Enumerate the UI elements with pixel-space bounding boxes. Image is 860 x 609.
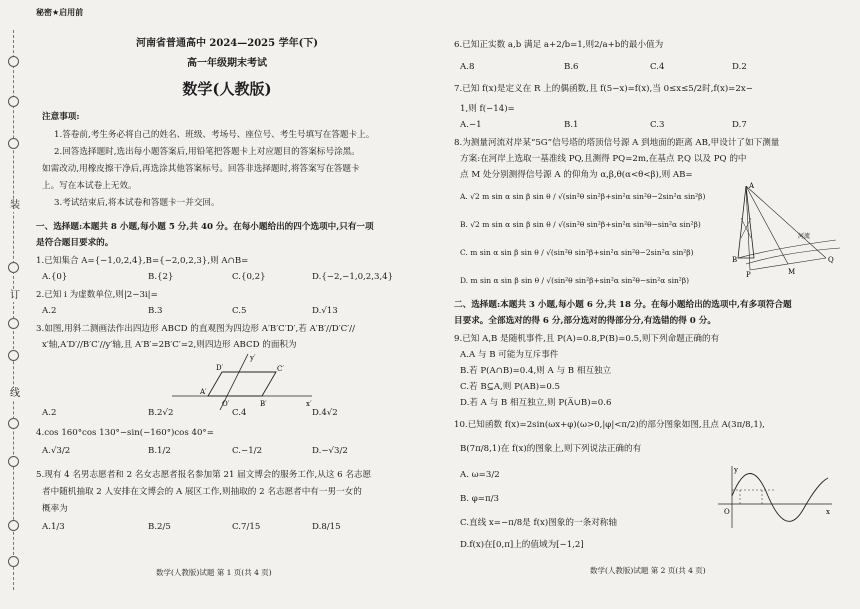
q7-option-b: B.1 xyxy=(564,120,579,130)
binding-hole xyxy=(8,318,19,329)
binding-hole xyxy=(8,556,19,567)
q6-option-a: A.8 xyxy=(460,62,475,72)
note-line: 如需改动,用橡皮擦干净后,再选涂其他答案标号。回答非选择题时,将答案写在答题卡 xyxy=(42,164,360,174)
fig-label-y: y′ xyxy=(250,354,256,362)
q3-parallelogram-figure xyxy=(168,350,318,414)
question-6: 6.已知正实数 a,b 满足 a+2/b=1,则2/a+b的最小值为 xyxy=(454,40,664,50)
q9-option-a: A.A 与 B 可能为互斥事件 xyxy=(460,350,559,360)
q8-option-d: D. m sin α sin β sin θ / √(sin²θ sin²β+sin²α sin²θ−sin²α sin²β) xyxy=(460,276,690,285)
question-3: 3.如图,用斜二测画法作出四边形 ABCD 的直观图为四边形 A′B′C′D′,若 A′B′//D′C′// xyxy=(36,324,355,334)
q3-option-b: B.2√2 xyxy=(148,408,174,418)
parallelogram-shape xyxy=(208,372,276,396)
q1-option-c: C.{0,2} xyxy=(232,272,266,282)
sight-line xyxy=(746,186,750,270)
notes-title: 注意事项: xyxy=(42,112,80,122)
page-2 xyxy=(454,0,846,609)
fig-label-c: C′ xyxy=(277,365,284,373)
subject-title: 数学(人教版) xyxy=(182,80,272,98)
q8-option-a: A. √2 m sin α sin β sin θ / √(sin²θ sin²β+sin²α sin²θ−2sin²α sin²β) xyxy=(460,192,706,201)
q2-option-b: B.3 xyxy=(148,306,163,316)
fig-label-p: P xyxy=(746,271,751,278)
q7-option-a: A.−1 xyxy=(460,120,482,130)
fig-label-a: A′ xyxy=(200,388,207,396)
q4-option-d: D.−√3/2 xyxy=(312,446,348,456)
q3-option-a: A.2 xyxy=(42,408,57,418)
graph-label-y: y xyxy=(734,466,738,474)
q6-option-b: B.6 xyxy=(564,62,579,72)
note-line: 2.回答选择题时,选出每小题答案后,用铅笔把答题卡上对应题目的答案标号涂黑。 xyxy=(54,147,360,157)
sight-line xyxy=(746,186,788,264)
river-bank-line xyxy=(746,248,840,264)
q6-option-c: C.4 xyxy=(650,62,665,72)
binding-char: 线 xyxy=(10,388,20,399)
exam-title: 河南省普通高中 2024—2025 学年(下) xyxy=(135,38,319,49)
q7-option-d: D.7 xyxy=(732,120,747,130)
question-7-cont: 1,则 f(−14)= xyxy=(460,104,515,114)
question-9: 9.已知 A,B 是随机事件,且 P(A)=0.8,P(B)=0.5,则下列命题正确的有 xyxy=(454,334,720,344)
section-2-heading-cont: 目要求。全部选对的得 6 分,部分选对的得部分分,有选错的得 0 分。 xyxy=(454,316,716,326)
q10-option-b: B. φ=π/3 xyxy=(460,494,500,504)
binding-char: 装 xyxy=(10,200,20,211)
q3-option-c: C.4 xyxy=(232,408,247,418)
q9-option-b: B.若 P(A∩B)=0.4,则 A 与 B 相互独立 xyxy=(460,366,612,376)
binding-hole xyxy=(8,56,19,67)
binding-hole xyxy=(8,520,19,531)
q6-option-d: D.2 xyxy=(732,62,747,72)
q4-option-c: C.−1/2 xyxy=(232,446,263,456)
binding-margin xyxy=(0,0,30,609)
q9-option-c: C.若 B⊆A,则 P(AB)=0.5 xyxy=(460,382,560,392)
binding-char: 订 xyxy=(10,290,20,301)
page-1 xyxy=(36,0,418,609)
q2-option-d: D.√13 xyxy=(312,306,338,316)
sine-curve xyxy=(732,474,828,522)
q8-signal-tower-figure xyxy=(716,178,846,278)
graph-label-o: O xyxy=(724,508,730,516)
q1-option-a: A.{0} xyxy=(42,272,68,282)
question-4: 4.cos 160°cos 130°−sin(−160°)cos 40°= xyxy=(36,428,214,438)
note-line: 3.考试结束后,将本试卷和答题卡一并交回。 xyxy=(54,198,220,208)
note-line: 上。写在本试卷上无效。 xyxy=(42,181,137,191)
q2-option-a: A.2 xyxy=(42,306,57,316)
q10-option-a: A. ω=3/2 xyxy=(460,470,500,480)
q3-option-d: D.4√2 xyxy=(312,408,338,418)
q5-option-d: D.8/15 xyxy=(312,522,341,532)
graph-label-x: x xyxy=(826,508,830,516)
q10-sine-graph xyxy=(716,464,834,530)
q2-option-c: C.5 xyxy=(232,306,247,316)
fig-label-d: D′ xyxy=(216,364,224,372)
question-5-cont: 概率为 xyxy=(42,504,68,514)
q10-option-c: C.直线 x=−π/8是 f(x)图象的一条对称轴 xyxy=(460,518,617,528)
exam-subtitle: 高一年级期末考试 xyxy=(187,58,267,69)
binding-hole xyxy=(8,262,19,273)
note-line: 1.答卷前,考生务必将自己的姓名、班级、考场号、座位号、考生号填写在答题卡上。 xyxy=(54,130,375,140)
q1-option-d: D.{−2,−1,0,2,3,4} xyxy=(312,272,394,282)
fig-label-m: M xyxy=(788,268,796,276)
fig-label-x: x′ xyxy=(306,400,312,408)
q9-option-d: D.若 A 与 B 相互独立,则 P(A̅∪B)=0.6 xyxy=(460,398,612,408)
q8-option-b: B. √2 m sin α sin β sin θ / √(sin²θ sin²β+sin²α sin²θ−sin²α sin²β) xyxy=(460,220,701,229)
q5-option-c: C.7/15 xyxy=(232,522,261,532)
q4-option-b: B.1/2 xyxy=(148,446,171,456)
binding-hole xyxy=(8,350,19,361)
section-1-heading-cont: 是符合题目要求的。 xyxy=(36,238,114,248)
question-5: 5.现有 4 名男志愿者和 2 名女志愿者报名参加第 21 届文博会的服务工作,从这 6 名志愿 xyxy=(36,470,372,480)
q5-option-b: B.2/5 xyxy=(148,522,171,532)
fig-label-o: O′ xyxy=(222,400,230,408)
binding-hole xyxy=(8,96,19,107)
sight-line xyxy=(746,186,826,258)
question-10: 10.已知函数 f(x)=2sin(ωx+φ)(ω>0,|φ|<π/2)的部分图象如图,且点 A(3π/8,1), xyxy=(454,420,765,430)
question-8-cont: 方案:在河岸上选取一基准线 PQ,且测得 PQ=2m,在基点 P,Q 以及 PQ 的中 xyxy=(460,154,747,164)
fig-label-a: A xyxy=(749,182,755,190)
binding-hole xyxy=(8,418,19,429)
page-footer: 数学(人教版)试题 第 2 页(共 4 页) xyxy=(590,566,706,575)
binding-hole xyxy=(8,138,19,149)
fig-label-q: Q xyxy=(828,256,834,264)
q7-option-c: C.3 xyxy=(650,120,665,130)
fig-label-b: B′ xyxy=(260,400,267,408)
question-10-cont: B(7π/8,1)在 f(x)的图象上,则下列说法正确的有 xyxy=(460,444,642,454)
q4-option-a: A.√3/2 xyxy=(42,446,71,456)
fig-label-river: 河流 xyxy=(798,233,811,240)
fig-label-b: B xyxy=(732,256,738,264)
secret-label: 秘密★启用前 xyxy=(36,8,84,17)
q1-option-b: B.{2} xyxy=(148,272,174,282)
question-3-cont: x′轴,A′D′//B′C′//y′轴,且 A′B′=2B′C′=2,则四边形 ABCD 的面积为 xyxy=(42,340,297,350)
question-7: 7.已知 f(x)是定义在 R 上的偶函数,且 f(5−x)=f(x),当 0≤x≤5/2时,f(x)=2x− xyxy=(454,84,753,94)
section-1-heading: 一、选择题:本题共 8 小题,每小题 5 分,共 40 分。在每小题给出的四个选项中,只有一项 xyxy=(36,222,374,232)
section-2-heading: 二、选择题:本题共 3 小题,每小题 6 分,共 18 分。在每小题给出的选项中,有多项符合题 xyxy=(454,300,792,310)
question-1: 1.已知集合 A={−1,0,2,4},B={−2,0,2,3},则 A∩B= xyxy=(36,256,249,266)
binding-line xyxy=(13,30,14,590)
question-8-cont: 点 M 处分别测得信号源 A 的仰角为 α,β,θ(α<θ<β),则 AB= xyxy=(460,170,693,180)
question-8: 8.为测量河流对岸某“5G”信号塔的塔顶信号源 A 到地面的距离 AB,甲设计了如下测量 xyxy=(454,138,780,148)
binding-hole xyxy=(8,456,19,467)
q5-option-a: A.1/3 xyxy=(42,522,65,532)
q10-option-d: D.f(x)在[0,π]上的值域为[−1,2] xyxy=(460,540,584,550)
q8-option-c: C. m sin α sin β sin θ / √(sin²θ sin²β+sin²α sin²θ−2sin²α sin²β) xyxy=(460,248,694,257)
question-2: 2.已知 i 为虚数单位,则|2−3i|= xyxy=(36,290,158,300)
page-footer: 数学(人教版)试题 第 1 页(共 4 页) xyxy=(156,568,272,577)
question-5-cont: 者中随机抽取 2 人安排在文博会的 A 展区工作,则抽取的 2 名志愿者中有一男一女的 xyxy=(42,487,362,497)
